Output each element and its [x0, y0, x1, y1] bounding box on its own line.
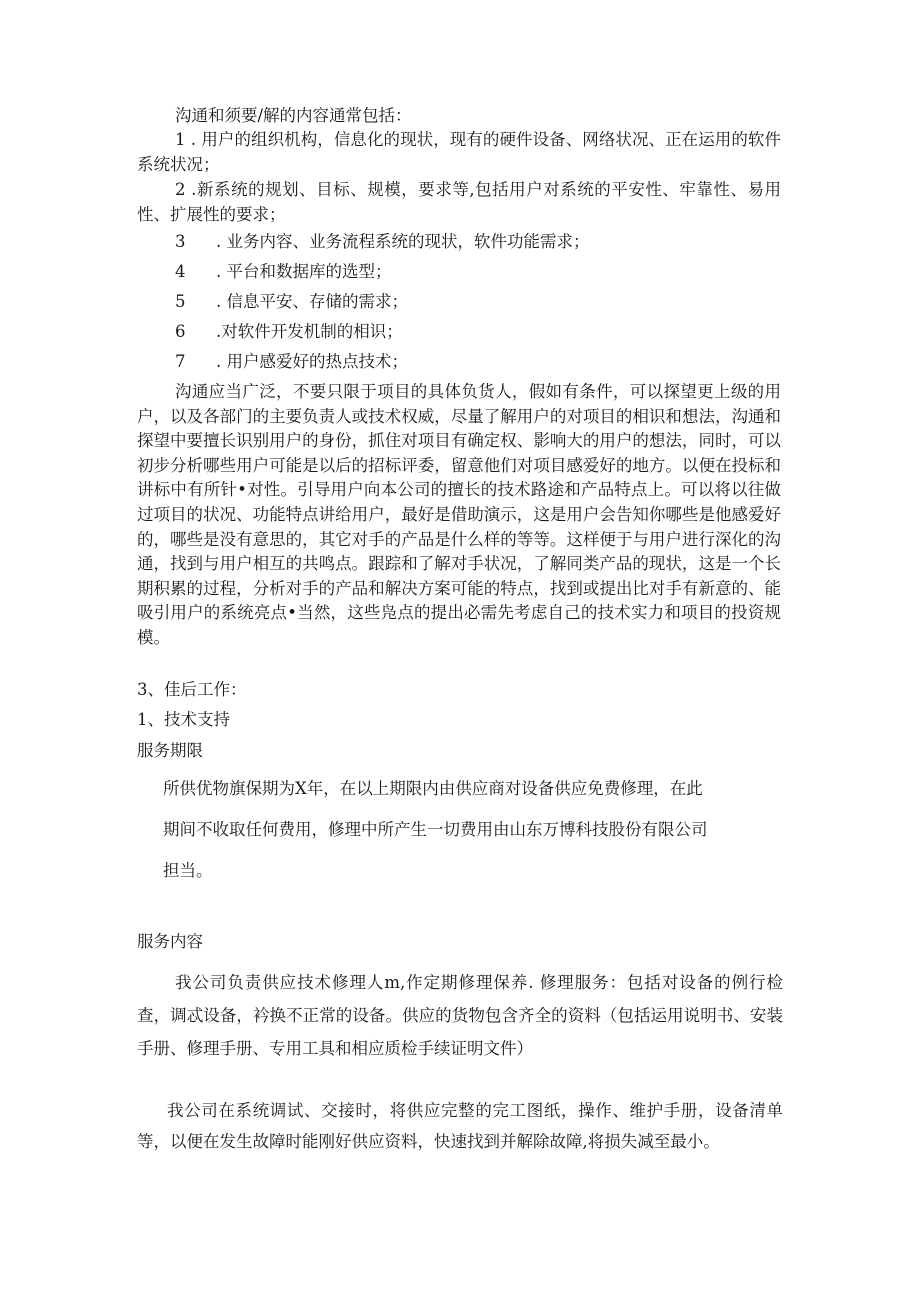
- warranty-line-1: 所供优物旗保期为X年，在以上期限内由供应商对设备供应免费修理，在此: [163, 779, 703, 798]
- list-item-1: 1 . 用户的组织机构，信息化的现状，现有的硬件设备、网络状况、正在运用的软件系统状况；: [137, 130, 781, 174]
- list-item-7-number: 7: [175, 352, 186, 371]
- service-content-heading: 服务内容: [137, 932, 203, 951]
- list-item-5-text: . 信息平安、存储的需求；: [216, 292, 408, 311]
- list-item-5-number: 5: [175, 292, 186, 311]
- service-content-paragraph: 我公司负责供应技术修理人m,作定期修理保养. 修理服务：包括对设备的例行检查，调忒设备，衿换不正常的设备。供应的货物包含齐全的资料（包括运用说明书、安装手册、修理手册、专用工具和相应质检手续证明文件）: [137, 973, 783, 1058]
- intro-line: 沟通和须要/解的内容通常包括：: [175, 106, 412, 125]
- section-3-heading: 3、佳后工作：: [137, 680, 247, 699]
- list-item-3-number: 3: [175, 232, 186, 251]
- list-item-2: 2 .新系统的规划、目标、规模，要求等,包括用户对系统的平安性、牢靠性、易用性、扩展性的要求；: [137, 180, 781, 224]
- main-paragraph: 沟通应当广泛，不要只限于项目的具体负货人，假如有条件，可以探望更上级的用户，以及各部门的主要负责人或技术权威，尽量了解用户的对项目的相识和想法，沟通和探望中要擅长识别用户的身份，抓住对项目有确定权、影响大的用户的想法，同时，可以初步分析哪些用户可能是以后的招标评委，留意他们对项目感爱好的地方。以便在投标和讲标中有所针•对性。引导用户向本公司的擅长的技术路途和产品特点上。可以将以往做过项目的状况、功能特点讲给用户，最好是借助演示，这是用户会告知你哪些是他感爱好的，哪些是没有意思的，其它对手的产品是什么样的等等。这样便于与用户进行深化的沟通，找到与用户相互的共鸣点。跟踪和了解对手状况，了解同类产品的现状，这是一个长期积累的过程，分析对手的产品和解决方案可能的特点，找到或提出比对手有新意的、能吸引用户的系统亮点•当然，这些凫点的提出必需先考虑自己的技术实力和项目的投资规模。: [137, 382, 781, 647]
- list-item-6-number: 6: [175, 322, 186, 341]
- subsection-technical-support: 1、技术支持: [137, 710, 230, 729]
- closing-paragraph: 我公司在系统调试、交接时，将供应完整的完工图纸，操作、维护手册，设备清单等，以便在发生故障时能刚好供应资料，快速找到并解除故障,将损失减至最小。: [137, 1101, 783, 1151]
- list-item-4-text: . 平台和数据库的选型；: [216, 262, 392, 281]
- list-item-6-text: .对软件开发机制的相识；: [216, 322, 403, 341]
- warranty-line-3: 担当。: [163, 861, 213, 880]
- warranty-line-2: 期间不收取任何费用，修理中所产生一切费用由山东万博科技股份有限公司: [163, 820, 708, 839]
- list-item-4-number: 4: [175, 262, 186, 281]
- service-period-heading: 服务期限: [137, 741, 203, 760]
- list-item-7-text: . 用户感爱好的热点技术；: [216, 352, 408, 371]
- list-item-3-text: . 业务内容、业务流程系统的现状，软件功能需求；: [216, 232, 590, 251]
